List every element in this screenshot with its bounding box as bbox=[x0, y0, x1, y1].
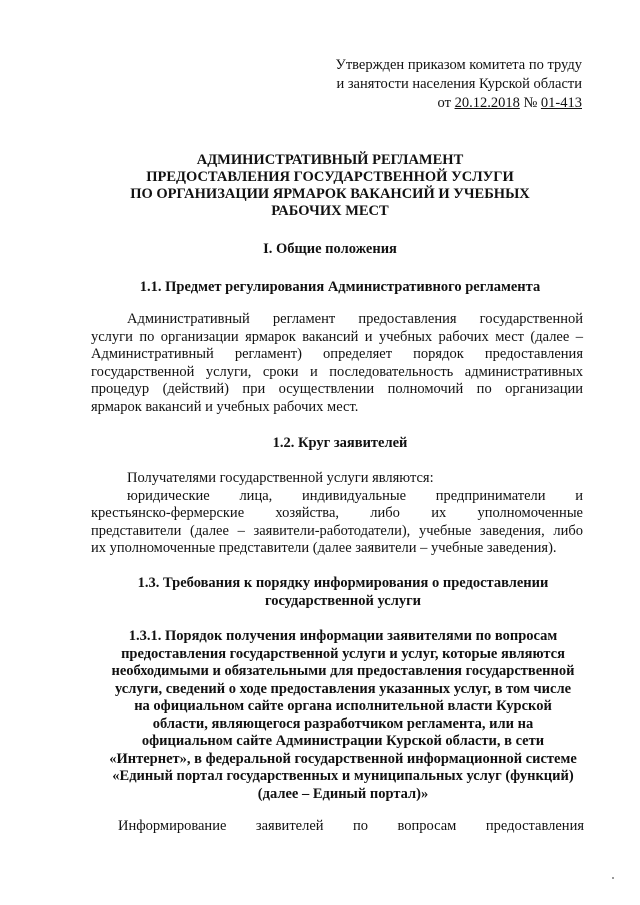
text-line: юридические лица, индивидуальные предприниматели и bbox=[127, 487, 583, 504]
scan-speck bbox=[612, 877, 614, 879]
text-line: Информирование заявителей по вопросам предоставления bbox=[118, 818, 584, 834]
heading-line: предоставления государственной услуги и услуг, которые являются bbox=[121, 645, 565, 662]
heading-line: 1.3.1. Порядок получения информации заявителями по вопросам bbox=[128, 628, 558, 644]
title-line-4: РАБОЧИХ МЕСТ bbox=[271, 203, 389, 219]
text-line: процедур (действий) при осуществлении полномочий по организации bbox=[91, 381, 583, 397]
text-line: услуги по организации ярмарок вакансий и учебных рабочих мест (далее – bbox=[91, 328, 583, 345]
approval-date: 20.12.2018 bbox=[454, 95, 520, 111]
subsection-1-1-text bbox=[91, 311, 583, 416]
heading-line: на официальном сайте органа исполнительной власти Курской bbox=[134, 698, 552, 714]
subsection-1-3-1-heading bbox=[60, 628, 626, 803]
heading-line: (далее – Единый портал)» bbox=[257, 785, 429, 802]
title-line-2: ПРЕДОСТАВЛЕНИЯ ГОСУДАРСТВЕННОЙ УСЛУГИ bbox=[146, 169, 514, 185]
subsection-1-2-heading: 1.2. Круг заявителей bbox=[272, 435, 408, 451]
text-line: их уполномоченные представители (далее заявители – учебные заведения). bbox=[91, 540, 557, 556]
text-line: крестьянско-фермерские хозяйства, либо их уполномоченные bbox=[91, 505, 583, 521]
heading-line: необходимыми и обязательными для предоставления государственной bbox=[111, 663, 575, 679]
subsection-1-2-text bbox=[91, 470, 583, 558]
text-line: ярмарок вакансий и учебных рабочих мест. bbox=[91, 398, 359, 415]
title-line-1: АДМИНИСТРАТИВНЫЙ РЕГЛАМЕНТ bbox=[196, 152, 464, 168]
approval-line-3 bbox=[300, 94, 582, 113]
subsection-1-1-heading: 1.1. Предмет регулирования Административного регламента bbox=[139, 279, 541, 295]
heading-line-2: государственной услуги bbox=[264, 593, 422, 609]
subsection-1-3-heading bbox=[60, 574, 626, 610]
heading-line: «Интернет», в федеральной государственной информационной системе bbox=[109, 750, 577, 767]
section-1-heading: I. Общие положения bbox=[263, 241, 397, 257]
heading-line-1: 1.3. Требования к порядку информирования о предоставлении bbox=[137, 575, 549, 591]
informing-paragraph bbox=[118, 818, 584, 836]
approval-line-2: и занятости населения Курской области bbox=[336, 76, 582, 92]
heading-line: области, являющегося разработчиком регламента, или на bbox=[152, 715, 534, 732]
text-line: Получателями государственной услуги являются: bbox=[127, 470, 434, 486]
approval-prefix: от bbox=[437, 95, 455, 111]
heading-line: официальном сайте Администрации Курской области, в сети bbox=[141, 733, 545, 749]
title-line-3: ПО ОРГАНИЗАЦИИ ЯРМАРОК ВАКАНСИЙ И УЧЕБНЫХ bbox=[130, 186, 530, 202]
heading-line: услуги, сведений о ходе предоставления указанных услуг, в том числе bbox=[114, 680, 572, 697]
approval-number-label: № bbox=[519, 95, 541, 111]
approval-stamp bbox=[300, 56, 582, 113]
approval-line-1: Утвержден приказом комитета по труду bbox=[335, 57, 582, 73]
text-line: государственной услуги, сроки и последовательность административных bbox=[91, 363, 583, 380]
text-line: Административный регламент предоставления государственной bbox=[127, 311, 583, 327]
approval-number: 01-413 bbox=[540, 95, 582, 111]
text-line: представители (далее – заявители-работодатели), учебные заведения, либо bbox=[91, 522, 583, 539]
heading-line: «Единый портал государственных и муниципальных услуг (функций) bbox=[112, 768, 574, 784]
text-line: Административный регламент) определяет порядок предоставления bbox=[91, 346, 583, 362]
document-title bbox=[60, 152, 600, 220]
